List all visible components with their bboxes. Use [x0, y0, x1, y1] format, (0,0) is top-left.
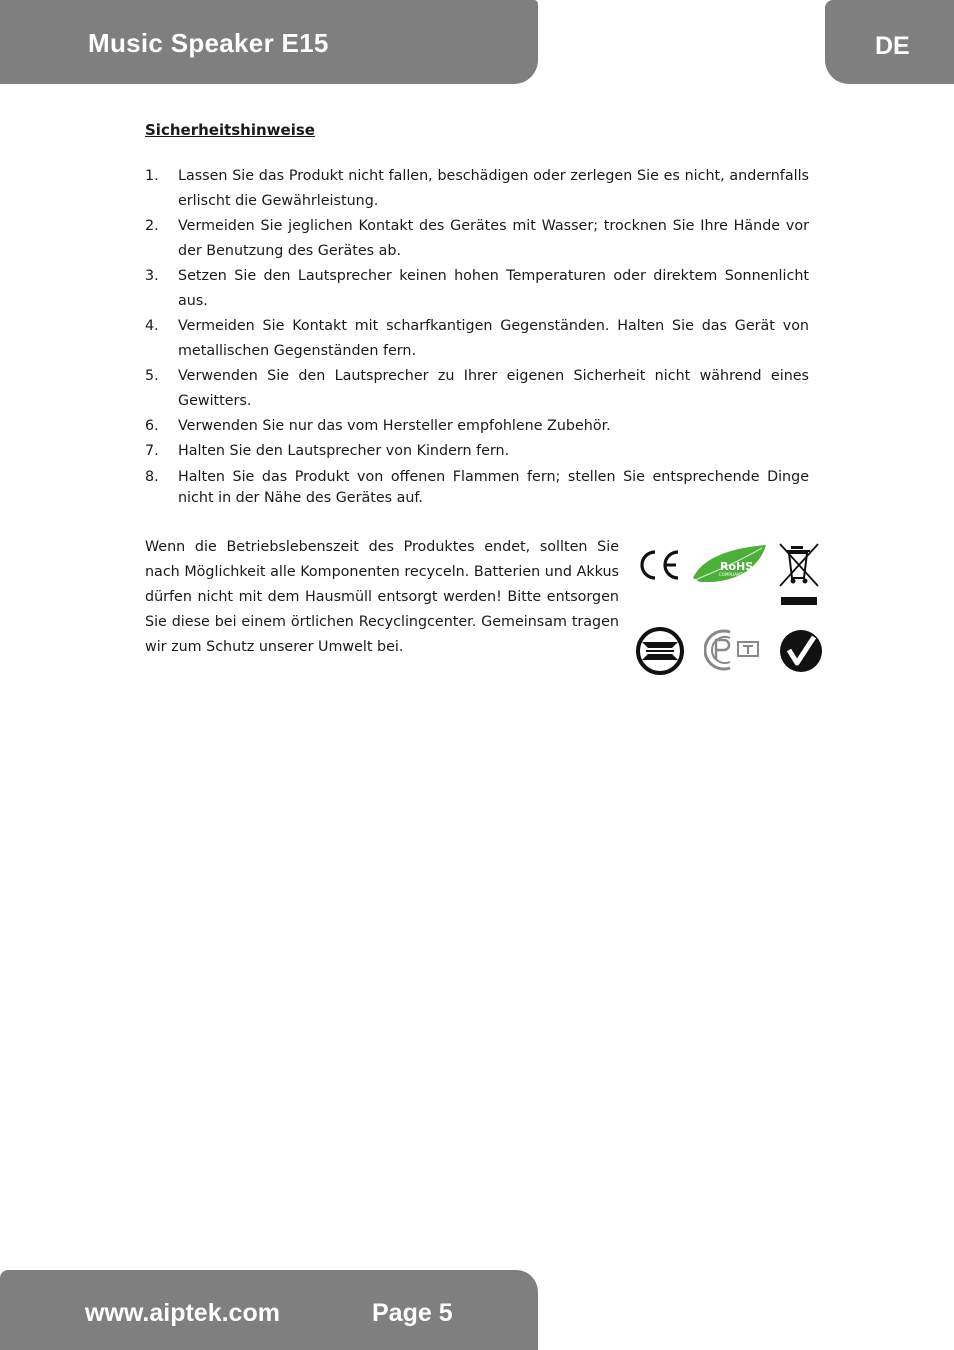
footer-tab	[0, 1270, 538, 1350]
item-number: 8.	[145, 469, 159, 485]
item-text: Vermeiden Sie Kontakt mit scharfkantigen Gegenständen. Halten Sie das Gerät von metallischen Gegenständen fern.	[178, 318, 809, 359]
item-text: Halten Sie das Produkt von offenen Flammen fern; stellen Sie entsprechende Dinge nicht in der Nähe des Gerätes auf.	[178, 469, 809, 506]
item-number: 5.	[145, 368, 159, 384]
c-tick-icon	[778, 628, 824, 674]
rohs-leaf-icon	[690, 542, 768, 586]
pct-icon	[704, 626, 764, 674]
list-item	[145, 364, 809, 414]
ce-mark-icon	[636, 548, 682, 582]
list-item	[145, 264, 809, 314]
item-text: Vermeiden Sie jeglichen Kontakt des Gerätes mit Wasser; trocknen Sie Ihre Hände vor der Benutzung des Gerätes ab.	[178, 218, 809, 259]
page-number: Page 5	[372, 1299, 453, 1327]
list-item	[145, 164, 809, 214]
item-text: Verwenden Sie nur das vom Hersteller empfohlene Zubehör.	[178, 418, 611, 434]
item-text: Verwenden Sie den Lautsprecher zu Ihrer eigenen Sicherheit nicht während eines Gewitters.	[178, 368, 809, 409]
list-item	[145, 314, 809, 364]
item-number: 1.	[145, 168, 159, 184]
weee-bin-icon	[778, 542, 820, 606]
list-item	[145, 467, 809, 509]
certification-logos	[632, 540, 824, 680]
item-text: Setzen Sie den Lautsprecher keinen hohen Temperaturen oder direktem Sonnenlicht aus.	[178, 268, 809, 309]
item-number: 2.	[145, 218, 159, 234]
item-number: 6.	[145, 418, 159, 434]
rohs-subtext: COMPLIANT	[719, 572, 743, 577]
item-number: 7.	[145, 443, 159, 459]
bsmi-icon	[634, 626, 686, 676]
safety-list	[145, 164, 809, 509]
section-heading: Sicherheitshinweise	[145, 121, 315, 139]
document-title: Music Speaker E15	[88, 28, 329, 58]
recycling-paragraph: Wenn die Betriebslebenszeit des Produktes endet, sollten Sie nach Möglichkeit alle Komponenten recyceln. Batterien und Akkus dürfen nicht mit dem Hausmüll entsorgt werden! Bitte entsorgen Sie diese bei einem örtlichen Recyclingcenter. Gemeinsam tragen wir zum Schutz unserer Umwelt bei.	[145, 539, 619, 655]
rohs-text: RoHS	[720, 560, 754, 573]
item-text: Halten Sie den Lautsprecher von Kindern fern.	[178, 443, 510, 459]
item-text: Lassen Sie das Produkt nicht fallen, beschädigen oder zerlegen Sie es nicht, andernfalls erlischt die Gewährleistung.	[178, 168, 809, 209]
item-number: 4.	[145, 318, 159, 334]
language-label: DE	[875, 32, 910, 60]
list-item	[145, 439, 809, 464]
language-tab	[825, 0, 954, 84]
header-title-tab	[0, 0, 538, 84]
footer-website-link[interactable]: www.aiptek.com	[85, 1299, 280, 1327]
item-number: 3.	[145, 268, 159, 284]
list-item	[145, 414, 809, 439]
list-item	[145, 214, 809, 264]
safety-section	[145, 118, 809, 509]
